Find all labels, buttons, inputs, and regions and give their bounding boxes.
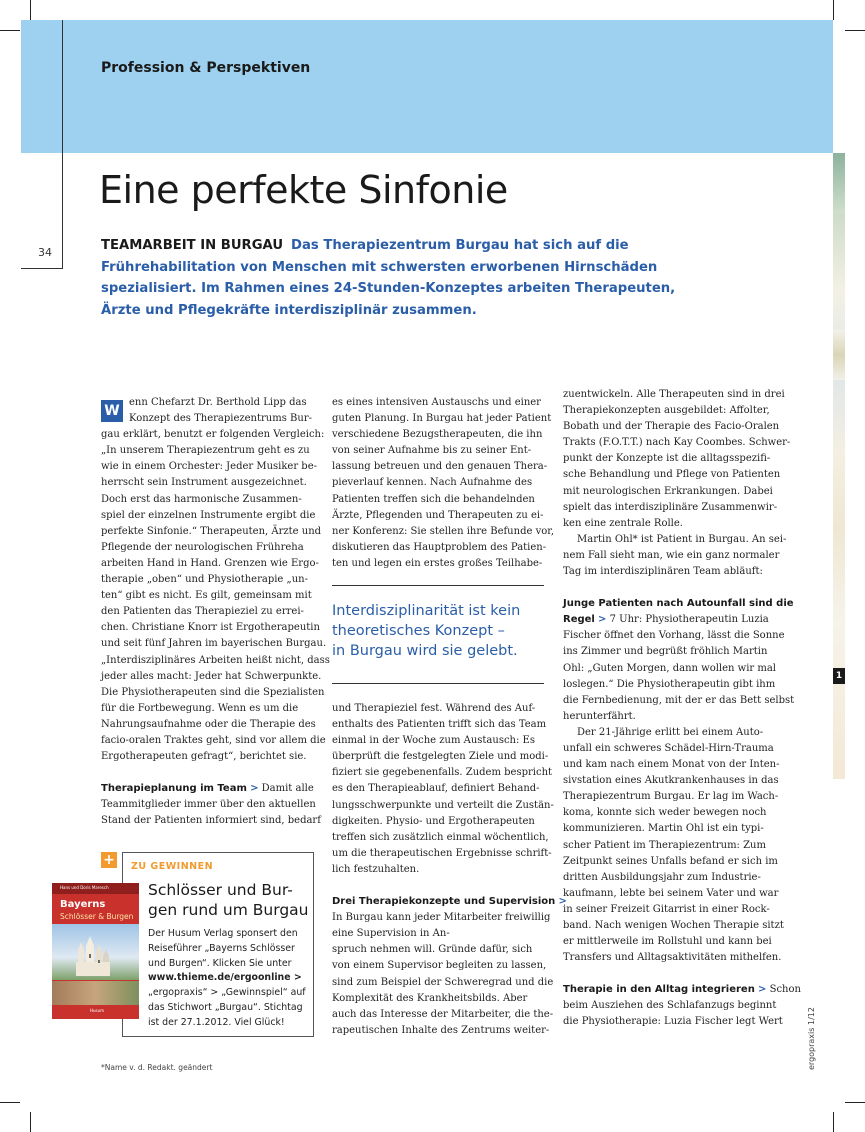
body-line: facio-oralen Traktes geht, sind vor allem die: [101, 734, 326, 746]
body-line: Komplexität des Krankheitsbilds. Aber: [332, 992, 528, 1004]
body-line: und seit fünf Jahren im bayerischen Burgau.: [101, 638, 327, 650]
body-line: Patienten treffen sich die behandelnden: [332, 493, 535, 505]
book-imprint: Husum: [90, 1008, 105, 1013]
body-line: band. Nach wenigen Wochen Therapie sitzt: [563, 920, 784, 931]
pull-quote: [332, 601, 544, 661]
body-line: diskutieren das Hauptproblem des Patien-: [332, 541, 547, 553]
body-line: punkt der Konzepte ist die alltagsspezifi-: [563, 453, 771, 465]
body-line: loslegen.“ Die Physiotherapeutin gibt ihm: [563, 678, 776, 690]
body-line: sind zum Beispiel der Schweregrad und die: [332, 976, 554, 988]
giveaway-text-line: und Burgen“. Klicken Sie unter: [148, 957, 292, 969]
body-line: den Patienten das Therapieziel zu errei-: [101, 606, 304, 618]
body-line: Bobath und der Therapie des Facio-Oralen: [563, 421, 780, 433]
pull-quote-rule: [332, 585, 544, 586]
body-line: Ergotherapeuten gefragt“, berichtet sie.: [101, 751, 307, 763]
giveaway-link[interactable]: www.thieme.de/ergoonline >: [148, 972, 302, 984]
body-column-3: [563, 387, 801, 1031]
giveaway-title-line: Schlösser und Bur-: [148, 881, 293, 899]
body-line: Therapiekonzepten ausgebildet: Affolter,: [563, 405, 770, 417]
body-line: Stand der Patienten informiert sind, bedarf: [101, 815, 321, 827]
book-subtitle: Schlösser & Burgen: [60, 912, 134, 921]
body-line: jeder alles macht: Jeder hat Schwerpunkte.: [101, 670, 322, 682]
giveaway-text-line: das Stichwort „Burgau“. Stichtag: [148, 1001, 303, 1013]
body-line: gau erklärt, benutzt er folgenden Vergleich:: [101, 429, 325, 441]
giveaway-text-line: Reiseführer „Bayerns Schlösser: [148, 942, 295, 954]
body-line: Tag im interdisziplinären Team abläuft:: [563, 566, 763, 578]
pull-quote-line: theoretisches Konzept –: [332, 623, 505, 639]
crop-mark: [30, 0, 31, 20]
crop-mark: [0, 30, 20, 31]
body-line: koma, konnte sich weder bewegen noch: [563, 807, 767, 819]
body-line: Die Physiotherapeuten sind die Spezialisten: [101, 686, 325, 698]
body-line: für die Fortbewegung. Wenn es um die: [101, 702, 299, 714]
body-line: Zeitpunkt seines Unfalls befand er sich im: [563, 855, 778, 867]
body-line: Transfers und Alltagsaktivitäten mithelfen.: [563, 952, 782, 964]
body-line: in seiner Freizeit Gitarrist in einer Rock-: [563, 903, 770, 915]
edge-photo-strip: [833, 153, 845, 779]
body-line: Fischer öffnet den Vorhang, lässt die Sonne: [563, 630, 785, 642]
body-line: beim Ausziehen des Schlafanzugs beginnt: [563, 1000, 777, 1012]
body-line: „Interdisziplinäres Arbeiten heißt nicht, dass: [101, 654, 330, 666]
pull-quote-line: in Burgau wird sie gelebt.: [332, 643, 518, 659]
giveaway-title: [148, 881, 308, 920]
giveaway-text-line: Der Husum Verlag sponsert den: [148, 928, 298, 939]
body-line: kommunizieren. Martin Ohl ist ein typi-: [563, 823, 764, 835]
body-line: pieverlauf kennen. Nach Aufnahme des: [332, 477, 533, 489]
body-line: eine Supervision in An-: [332, 928, 450, 940]
body-line: herunterfährt.: [563, 710, 636, 722]
section-tab: 1: [833, 668, 845, 684]
body-column-2-bottom: [332, 701, 567, 1039]
body-line: die Physiotherapie: Luzia Fischer legt Wert: [563, 1016, 783, 1028]
body-line: verschiedene Bezugstherapeuten, die ihn: [332, 429, 543, 441]
giveaway-text: [148, 927, 310, 1031]
body-line: lich festzuhalten.: [332, 863, 420, 875]
giveaway-text-line: „ergopraxis“ > „Gewinnspiel“ auf: [148, 987, 306, 999]
body-line: sche Behandlung und Pflege von Patienten: [563, 469, 781, 481]
body-line: Pflegende der neurologischen Frühreha: [101, 541, 304, 553]
page-number-rule: [21, 268, 63, 269]
body-line: auch das Interesse der Mitarbeiter, die the-: [332, 1008, 554, 1020]
body-line: nem Fall sieht man, wie ein ganz normaler: [563, 549, 780, 561]
body-line: wie in einem Orchester: Jeder Musiker be-: [101, 461, 317, 473]
body-line: Schon: [769, 984, 801, 996]
body-line: mit neurologischen Erkrankungen. Dabei: [563, 485, 773, 497]
body-line: ten und legen ein erstes großes Teilhabe-: [332, 557, 543, 569]
body-line: digkeiten. Physio- und Ergotherapeuten: [332, 815, 535, 827]
body-line: er mittlerweile im Rollstuhl und kann bei: [563, 936, 772, 948]
arrow-icon: >: [558, 896, 567, 908]
body-line: spiel der einzelnen Instrumente ergibt die: [101, 509, 316, 521]
margin-rule: [62, 20, 63, 268]
body-line: lassung betreuen und den genauen Thera-: [332, 461, 548, 473]
journal-label-text: ergopraxis 1/12: [807, 1007, 816, 1070]
body-line: einmal in der Woche zum Austausch: Es: [332, 735, 535, 747]
body-line: fiziert sie gegebenenfalls. Zudem bespricht: [332, 767, 553, 779]
body-column-1: [101, 395, 330, 829]
giveaway-label: ZU GEWINNEN: [131, 861, 214, 872]
crop-mark: [833, 0, 834, 20]
body-line: unfall ein schweres Schädel-Hirn-Trauma: [563, 742, 774, 754]
header-band: [21, 20, 833, 153]
edge-photo-light: [833, 330, 845, 380]
body-line: um die therapeutischen Ergebnisse schrift-: [332, 847, 552, 859]
crop-mark: [833, 1112, 834, 1132]
lead-line: Das Therapiezentrum Burgau hat sich auf die: [291, 238, 629, 253]
body-line: chen. Christiane Knorr ist Ergotherapeutin: [101, 622, 320, 634]
body-line: Konzept des Therapiezentrums Bur-: [129, 413, 312, 425]
giveaway-text-line: ist der 27.1.2012. Viel Glück!: [148, 1016, 285, 1028]
subheading: Therapie in den Alltag integrieren: [563, 984, 755, 996]
body-line: ins Zimmer und begrüßt fröhlich Martin: [563, 646, 768, 658]
lead-line: Ärzte und Pflegekräfte interdisziplinär zusammen.: [101, 302, 477, 318]
arrow-icon: >: [250, 783, 259, 795]
body-line: enn Chefarzt Dr. Berthold Lipp das: [129, 397, 307, 408]
plus-icon: +: [101, 852, 117, 868]
pull-quote-line: Interdisziplinarität ist kein: [332, 603, 521, 619]
body-line: treffen sich zusätzlich einmal wöchentlich,: [332, 831, 549, 843]
crop-mark: [845, 30, 865, 31]
body-line: spielt das interdisziplinäre Zusammenwir-: [563, 501, 778, 513]
lead-line: spezialisiert. Im Rahmen eines 24-Stunden-Konzeptes arbeiten Therapeuten,: [101, 281, 676, 297]
body-line: es eines intensiven Austauschs und einer: [332, 397, 541, 408]
body-line: Doch erst das harmonische Zusammen-: [101, 493, 302, 505]
arrow-icon: >: [758, 984, 767, 996]
body-line: In Burgau kann jeder Mitarbeiter freiwillig: [332, 912, 551, 924]
body-line: Therapiezentrum Burgau. Er lag im Wach-: [563, 791, 779, 803]
body-line: kaufmann, lebte bei seinem Vater und war: [563, 887, 779, 899]
body-line: arbeiten Hand in Hand. Grenzen wie Ergo-: [101, 557, 319, 569]
body-line: Teammitglieder immer über den aktuellen: [101, 799, 316, 811]
book-author: Hans und Doris Maresch: [60, 885, 109, 890]
body-line: und Therapieziel fest. Während des Auf-: [332, 703, 536, 714]
page-number: 34: [38, 246, 52, 259]
body-line: dritten Ausbildungsjahr zum Industrie-: [563, 871, 761, 883]
body-line: von einem Supervisor begleiten zu lassen,: [332, 960, 547, 972]
body-line: ten“ gibt es nicht. Es gilt, gemeinsam mit: [101, 590, 312, 602]
book-title: Bayerns: [60, 899, 106, 910]
body-line: spruch nehmen will. Gründe dafür, sich: [332, 944, 533, 956]
lead-line: Frührehabilitation von Menschen mit schwersten erworbenen Hirnschäden: [101, 259, 658, 275]
subheading: Junge Patienten nach Autounfall sind die: [563, 598, 794, 610]
body-line: rapeutischen Inhalte des Zentrums weiter-: [332, 1024, 550, 1036]
body-line: zuentwickeln. Alle Therapeuten sind in drei: [563, 389, 785, 400]
book-photo-band: [52, 981, 139, 1005]
body-line: die Fernbedienung, mit der er das Bett selbst: [563, 694, 795, 706]
body-line: enthalts des Patienten trifft sich das Team: [332, 719, 547, 731]
journal-label: [807, 1007, 827, 1070]
body-line: und kam nach einem Monat von der Inten-: [563, 759, 780, 771]
subheading: Regel: [563, 614, 595, 626]
body-line: Ärzte, Pflegenden und Therapeuten zu ei-: [332, 509, 544, 521]
article-lead: [101, 235, 676, 321]
article-title: Eine perfekte Sinfonie: [99, 168, 508, 212]
body-line: Damit alle: [261, 783, 314, 795]
lead-kicker: TEAMARBEIT IN BURGAU: [101, 238, 284, 253]
body-line: scher Patient im Therapiezentrum: Zum: [563, 839, 766, 851]
crop-mark: [30, 1112, 31, 1132]
body-line: Ohl: „Guten Morgen, dann wollen wir mal: [563, 662, 777, 674]
body-line: Trakts (F.O.T.T.) nach Kay Coombes. Schwer-: [563, 437, 791, 449]
body-line: lungsschwerpunkte und verteilt die Zustän-: [332, 799, 554, 811]
body-line: ner Konferenz: Sie stellen ihre Befunde vor,: [332, 525, 555, 537]
drop-cap: W: [101, 400, 123, 422]
body-line: perfekte Sinfonie.“ Therapeuten, Ärzte und: [101, 525, 322, 537]
body-line: ken eine zentrale Rolle.: [563, 517, 683, 529]
body-column-2-top: [332, 395, 555, 572]
footnote: *Name v. d. Redakt. geändert: [101, 1063, 213, 1072]
body-line: guten Planung. In Burgau hat jeder Patient: [332, 413, 552, 425]
pull-quote-rule: [332, 683, 544, 684]
body-line: überprüft die festgelegten Ziele und modi-: [332, 751, 549, 763]
crop-mark: [0, 1102, 20, 1103]
body-line: therapie „oben“ und Physiotherapie „un-: [101, 574, 308, 586]
castle-icon: [72, 932, 112, 976]
crop-mark: [845, 1102, 865, 1103]
body-line: herrscht sein Instrument ausgezeichnet.: [101, 477, 307, 489]
section-label: Profession & Perspektiven: [101, 60, 311, 76]
body-line: es den Therapieablauf, definiert Behand-: [332, 783, 540, 795]
body-line: Nahrungsaufnahme oder die Therapie des: [101, 718, 316, 730]
subheading: Therapieplanung im Team: [101, 783, 247, 795]
body-line: Martin Ohl* ist Patient in Burgau. An sei-: [577, 533, 787, 545]
body-line: 7 Uhr: Physiotherapeutin Luzia: [609, 614, 769, 626]
body-line: sivstation eines Akutkrankenhauses in das: [563, 775, 779, 787]
subheading: Drei Therapiekonzepte und Supervision: [332, 896, 556, 908]
body-line: Der 21-Jährige erlitt bei einem Auto-: [577, 726, 764, 738]
body-line: von seiner Aufnahme bis zu seiner Ent-: [332, 445, 532, 457]
giveaway-title-line: gen rund um Burgau: [148, 900, 309, 919]
arrow-icon: >: [598, 614, 607, 626]
edge-photo-leaf: [833, 153, 845, 213]
body-line: „In unserem Therapiezentrum geht es zu: [101, 445, 310, 457]
